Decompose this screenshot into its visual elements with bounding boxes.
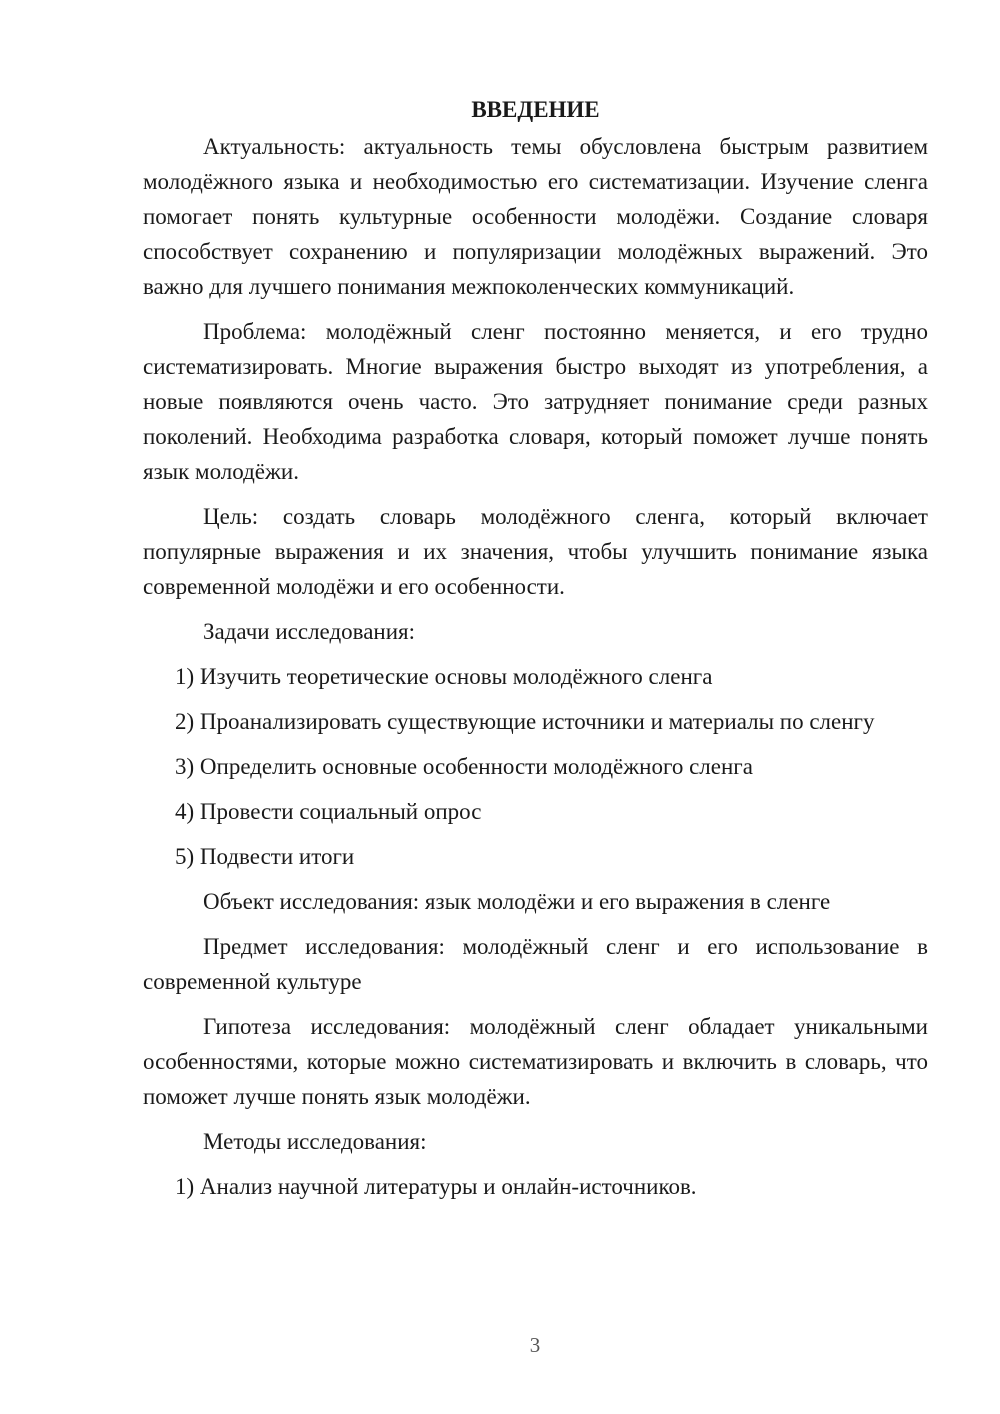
methods-heading: Методы исследования: (203, 1129, 427, 1154)
task-item-4: 4) Провести социальный опрос (175, 799, 482, 824)
goal-paragraph: Цель: создать словарь молодёжного сленга, который включает популярные выражения и их значения, чтобы улучшить понимание языка современной молодёжи и его особенности. (143, 504, 928, 599)
tasks-heading: Задачи исследования: (203, 619, 416, 644)
task-item-5: 5) Подвести итоги (175, 844, 355, 869)
task-item-3: 3) Определить основные особенности молодёжного сленга (175, 754, 753, 779)
hypothesis-paragraph: Гипотеза исследования: молодёжный сленг обладает уникальными особенностями, которые можно систематизировать и включить в словарь, что поможет лучше понять язык молодёжи. (143, 1014, 928, 1109)
method-item-1: 1) Анализ научной литературы и онлайн-источников. (175, 1174, 697, 1199)
object-paragraph: Объект исследования: язык молодёжи и его выражения в сленге (203, 889, 831, 914)
document-page (143, 92, 928, 1214)
task-item-2: 2) Проанализировать существующие источники и материалы по сленгу (175, 709, 875, 734)
task-item-1: 1) Изучить теоретические основы молодёжного сленга (175, 664, 713, 689)
relevance-paragraph: Актуальность: актуальность темы обусловлена быстрым развитием молодёжного языка и необходимостью его систематизации. Изучение сленга помогает понять культурные особенности молодёжи. Создание словаря способствует сохранению и популяризации молодёжных выражений. Это важно для лучшего понимания межпоколенческих коммуникаций. (143, 134, 928, 299)
subject-paragraph: Предмет исследования: молодёжный сленг и его использование в современной культуре (143, 934, 928, 994)
problem-paragraph: Проблема: молодёжный сленг постоянно меняется, и его трудно систематизировать. Многие выражения быстро выходят из употребления, а новые появляются очень часто. Это затрудняет понимание среди разных поколений. Необходима разработка словаря, который поможет лучше понять язык молодёжи. (143, 319, 928, 484)
page-title: ВВЕДЕНИЕ (471, 97, 600, 122)
page-number: 3 (529, 1333, 541, 1357)
